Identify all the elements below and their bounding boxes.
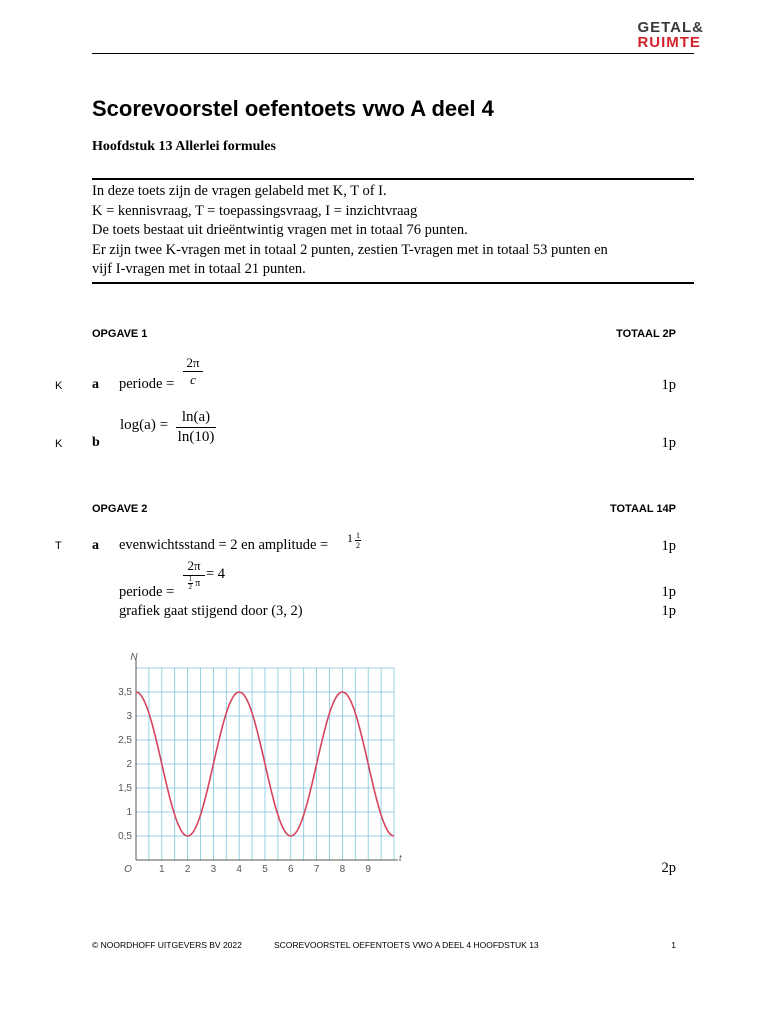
period-result: = 4 — [206, 566, 226, 582]
y-tick-label: 1,5 — [118, 783, 132, 794]
pi-symbol: π — [195, 578, 201, 589]
page-title: Scorevoorstel oefentoets vwo A deel 4 — [92, 96, 494, 121]
y-tick-label: 2,5 — [118, 735, 132, 746]
y-tick-label: 0,5 — [118, 831, 132, 842]
footer-copyright: © NOORDHOFF UITGEVERS BV 2022 — [92, 940, 242, 950]
fraction-denominator: c — [190, 372, 196, 387]
opgave-1-total: TOTAAL 2P — [616, 328, 676, 340]
footer-document-title: SCOREVOORSTEL OEFENTOETS VWO A DEEL 4 HOOFDSTUK 13 — [274, 940, 539, 950]
x-tick-label: 9 — [365, 864, 371, 875]
x-axis-label: t — [399, 853, 402, 863]
answer-1a-label: periode = — [119, 376, 175, 392]
sine-graph — [110, 648, 410, 878]
intro-box — [92, 178, 694, 284]
answer-2a-line3: grafiek gaat stijgend door (3, 2) — [119, 603, 303, 619]
intro-line: De toets bestaat uit drieëntwintig vragen met in totaal 76 punten. — [92, 222, 468, 238]
points: 1p — [661, 538, 676, 554]
amplitude-fraction — [355, 531, 361, 550]
header-rule — [92, 53, 694, 54]
fraction-numerator: 1 — [188, 575, 192, 584]
x-tick-label: 7 — [313, 864, 320, 875]
x-tick-label: 4 — [236, 864, 242, 875]
x-tick-label: 8 — [339, 864, 346, 875]
y-tick-label: 3,5 — [118, 687, 132, 698]
opgave-1-heading: OPGAVE 1 — [92, 328, 148, 340]
fraction-numerator: 2π — [183, 354, 203, 372]
footer-page-number: 1 — [671, 940, 676, 950]
x-tick-label: 6 — [288, 864, 294, 875]
answer-2a-line1: evenwichtsstand = 2 en amplitude = — [119, 537, 329, 553]
question-letter: a — [92, 377, 99, 392]
fraction-denominator: 2 — [188, 583, 192, 592]
question-letter: a — [92, 538, 99, 553]
opgave-2-total: TOTAAL 14P — [609, 503, 676, 515]
x-tick-label: 3 — [210, 864, 217, 875]
chapter-heading: Hoofdstuk 13 Allerlei formules — [92, 139, 276, 154]
x-tick-label: 1 — [159, 864, 165, 875]
answer-1a-fraction — [183, 354, 203, 387]
intro-line: In deze toets zijn de vragen gelabeld met K, T of I. — [92, 183, 387, 199]
y-tick-label: 3 — [126, 711, 132, 722]
intro-line: vijf I-vragen met in totaal 21 punten. — [92, 261, 306, 277]
points: 2p — [661, 860, 676, 876]
half-fraction — [188, 576, 193, 591]
points: 1p — [661, 584, 676, 600]
points: 1p — [661, 435, 676, 451]
points: 1p — [661, 603, 676, 619]
amplitude-whole: 1 — [347, 531, 353, 545]
answer-1b-lhs: log(a) = — [120, 417, 169, 433]
question-category: K — [55, 438, 63, 450]
answer-1b-fraction — [176, 408, 216, 447]
y-tick-label: 2 — [126, 759, 132, 770]
question-letter: b — [92, 435, 100, 450]
intro-line: K = kennisvraag, T = toepassingsvraag, I = inzichtvraag — [92, 202, 418, 219]
fraction-numerator: 1 — [356, 531, 360, 540]
origin-label: O — [124, 864, 132, 875]
logo-line-2: RUIMTE — [637, 34, 701, 51]
x-tick-label: 5 — [262, 864, 268, 875]
fraction-numerator: ln(a) — [176, 408, 216, 428]
question-category: T — [55, 540, 62, 552]
opgave-2-heading: OPGAVE 2 — [92, 503, 148, 515]
answer-2a-period-label: periode = — [119, 584, 175, 600]
points: 1p — [661, 377, 676, 393]
fraction-denominator: ln(10) — [177, 429, 215, 445]
question-category: K — [55, 380, 63, 392]
fraction-denominator: 2 — [356, 541, 360, 550]
fraction-denominator — [183, 576, 205, 592]
intro-line: Er zijn twee K-vragen met in totaal 2 punten, zestien T-vragen met in totaal 53 punten en — [92, 241, 608, 258]
fraction-numerator: 2π — [183, 557, 205, 576]
logo-line-1: GETAL& — [637, 19, 704, 36]
y-axis-label: N — [130, 652, 138, 663]
publisher-logo — [637, 20, 704, 50]
y-tick-label: 1 — [126, 807, 132, 818]
period-fraction — [183, 557, 205, 592]
x-tick-label: 2 — [184, 864, 191, 875]
